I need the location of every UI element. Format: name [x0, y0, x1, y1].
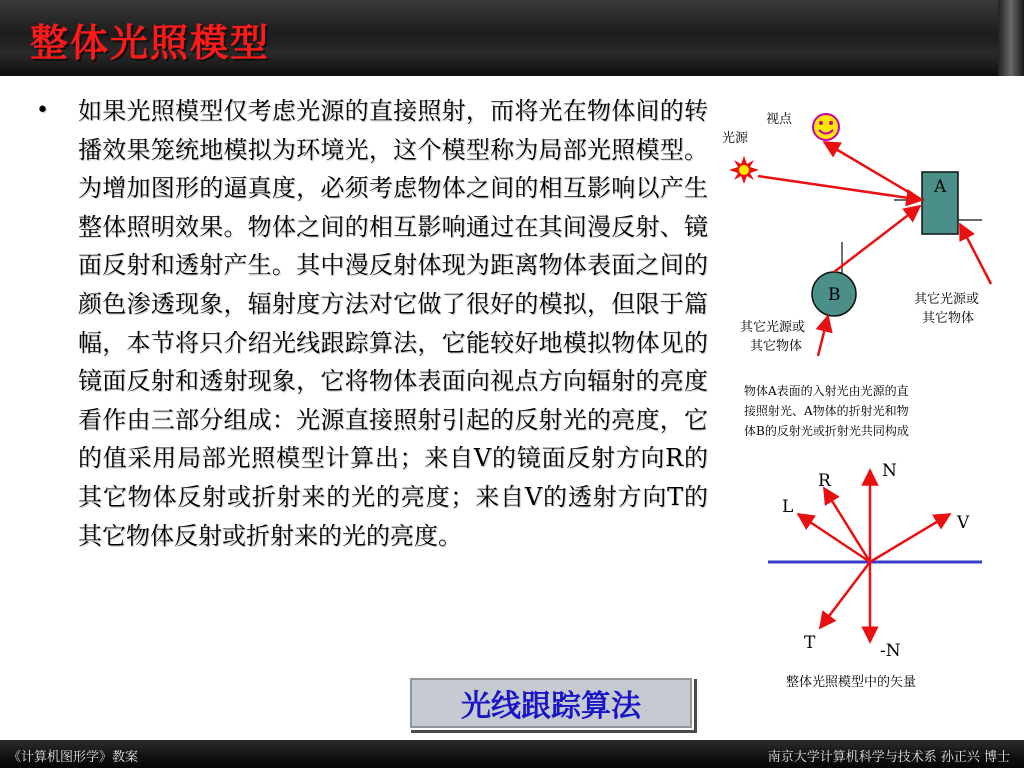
viewpoint-smiley-icon: [813, 114, 839, 140]
diagram1-caption-line1: 物体A表面的入射光由光源的直: [744, 384, 909, 398]
t-label: T: [804, 633, 816, 653]
other-source-right-line2: 其它物体: [922, 311, 975, 326]
diagram2-caption: 整体光照模型中的矢量: [786, 675, 917, 690]
footer-course-title: 《计算机图形学》教案: [8, 750, 139, 765]
light-source-icon: [729, 156, 759, 184]
other-source-left-line2: 其它物体: [750, 339, 803, 354]
vector-diagram: [768, 461, 982, 690]
object-a-label: A: [934, 177, 947, 197]
bullet-marker: •: [36, 98, 49, 123]
r-label: R: [818, 471, 831, 491]
footer-department: 南京大学计算机科学与技术系 孙正兴 博士: [767, 750, 1010, 765]
vector-l: [798, 514, 870, 562]
viewpoint-label: 视点: [766, 112, 793, 127]
light-source-label: 光源: [722, 131, 749, 146]
neg-n-label: -N: [880, 641, 901, 661]
ray-diagram: [722, 111, 991, 438]
l-label: L: [782, 497, 794, 517]
v-label: V: [957, 513, 970, 533]
object-b-label: B: [828, 285, 841, 305]
title-bar: [0, 0, 1024, 76]
lighting-diagrams: [714, 96, 1004, 696]
vector-t: [820, 562, 870, 628]
vector-v: [870, 514, 950, 562]
slide-title: 整体光照模型: [30, 20, 271, 65]
diagram1-caption-line2: 接照射光、A物体的折射光和物: [744, 404, 909, 418]
diagram1-caption-line3: 体B的反射光或折射光共同构成: [744, 424, 909, 438]
footer-bar: [0, 740, 1024, 768]
body-paragraph: 如果光照模型仅考虑光源的直接照射，而将光在物体间的转播效果笼统地模拟为环境光，这个模型称为局部光照模型。为增加图形的逼真度，必须考虑物体之间的相互影响以产生整体照明效果。物体之间的相互影响通过在其间漫反射、镜面反射和透射产生。其中漫反射体现为距离物体表面之间的颜色渗透现象，辐射度方法对它做了很好的模拟，但限于篇幅，本节将只介绍光线跟踪算法，它能较好地模拟物体见的镜面反射和透射现象，它将物体表面向视点方向辐射的亮度看作由三部分组成：光源直接照射引起的反射光的亮度，它的值采用局部光照模型计算出；来自V的镜面反射方向R的其它物体反射或折射来的光的亮度；来自V的透射方向T的其它物体反射或折射来的光的亮度。: [78, 97, 708, 550]
other-source-left-line1: 其它光源或: [740, 320, 806, 335]
title-bar-edge: [998, 0, 1024, 76]
other-source-right-line1: 其它光源或: [914, 292, 980, 307]
n-label: N: [882, 461, 897, 481]
vector-r: [824, 488, 870, 562]
ray-tracing-button[interactable]: 光线跟踪算法: [408, 676, 694, 730]
